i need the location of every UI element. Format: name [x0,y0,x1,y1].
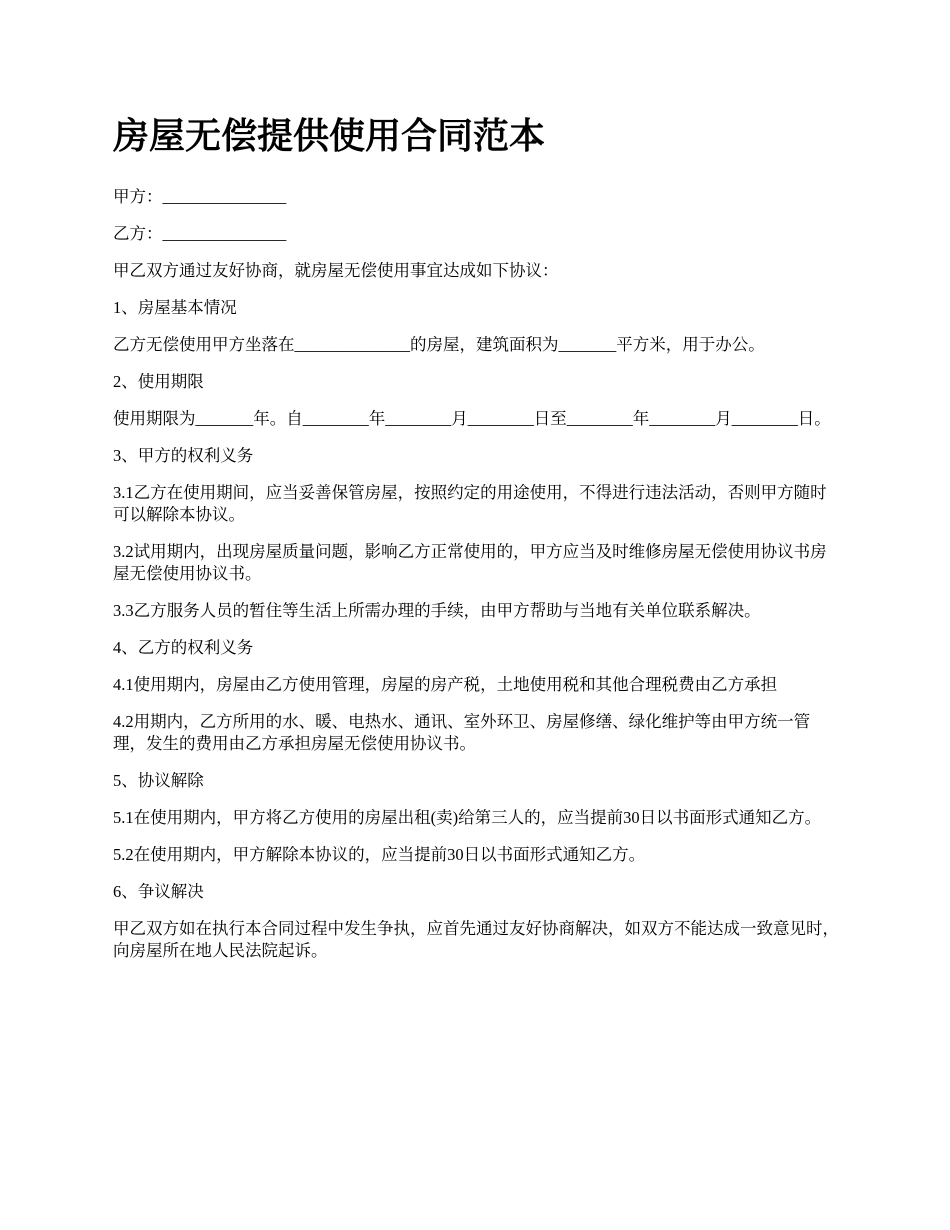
party-b-line: 乙方：_______________ [113,224,287,243]
section-heading-3: 3、甲方的权利义务 [113,446,254,465]
section-heading-2: 2、使用期限 [113,372,204,391]
section-heading-1: 1、房屋基本情况 [113,298,237,317]
clause-3-1: 3.1乙方在使用期间，应当妥善保管房屋，按照约定的用途使用，不得进行违法活动，否则甲方随时可以解除本协议。 [113,483,827,524]
section-6-paragraph: 甲乙双方如在执行本合同过程中发生争执，应首先通过友好协商解决，如双方不能达成一致意见时，向房屋所在地人民法院起诉。 [113,919,839,960]
clause-5-1: 5.1在使用期内，甲方将乙方使用的房屋出租(卖)给第三人的，应当提前30日以书面形式通知乙方。 [113,808,822,827]
clause-5-2: 5.2在使用期内，甲方解除本协议的，应当提前30日以书面形式通知乙方。 [113,845,646,864]
clause-3-3: 3.3乙方服务人员的暂住等生活上所需办理的手续，由甲方帮助与当地有关单位联系解决。 [113,601,761,620]
document-body [113,108,841,977]
clause-3-2: 3.2试用期内，出现房屋质量问题，影响乙方正常使用的，甲方应当及时维修房屋无偿使用协议书房屋无偿使用协议书。 [113,542,827,583]
party-a-line: 甲方：_______________ [113,187,287,206]
document-title: 房屋无偿提供使用合同范本 [113,116,546,156]
clause-4-2: 4.2用期内，乙方所用的水、暖、电热水、通讯、室外环卫、房屋修缮、绿化维护等由甲方统一管理，发生的费用由乙方承担房屋无偿使用协议书。 [113,712,811,753]
section-2-paragraph: 使用期限为_______年。自________年________月________日至________年________月________日。 [113,409,831,428]
section-heading-6: 6、争议解决 [113,882,204,901]
preamble-paragraph: 甲乙双方通过友好协商，就房屋无偿使用事宜达成如下协议： [113,261,559,280]
clause-4-1: 4.1使用期内，房屋由乙方使用管理，房屋的房产税，土地使用税和其他合理税费由乙方承担 [113,675,778,694]
section-heading-5: 5、协议解除 [113,771,204,790]
section-1-paragraph: 乙方无偿使用甲方坐落在______________的房屋，建筑面积为_______平方米，用于办公。 [113,335,765,354]
section-heading-4: 4、乙方的权利义务 [113,638,254,657]
